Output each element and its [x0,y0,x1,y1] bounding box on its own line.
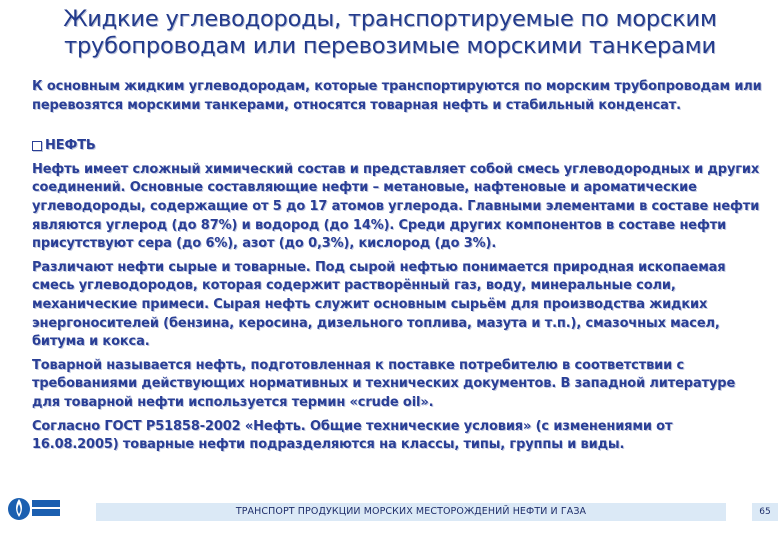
paragraph-crude-types: Различают нефти сырые и товарные. Под сырой нефтью понимается природная ископаемая смесь углеводородов, которая содержит растворённый газ, воду, минеральные соли, механические примеси. Сырая нефть служит основным сырьём для производства жидких энергоносителей (бензина, керосина, дизельного топлива, мазута и т.п.), смазочных масел, битума и кокса. [32,259,726,350]
gazprom-logo-icon [6,487,62,529]
intro-paragraph: К основным жидким углеводородам, которые транспортируются по морским трубопроводам или перевозятся морскими танкерами, относятся товарная нефть и стабильный конденсат. [32,79,762,113]
checkbox-bullet-icon [32,141,42,151]
slide-title: Жидкие углеводороды, транспортируемые по морским трубопроводам или перевозимые морскими танкерами [63,6,717,59]
paragraph-gost: Согласно ГОСТ Р51858-2002 «Нефть. Общие технические условия» (с изменениями от 16.08.2005) товарные нефти подразделяются на классы, типы, группы и виды. [32,418,673,453]
paragraph-composition: Нефть имеет сложный химический состав и представляет собой смесь углеводородных и других соединений. Основные составляющие нефти – метановые, нафтеновые и ароматические углеводороды, содержащие от 5 до 17 атомов углерода. Главными элементами в составе нефти являются углерод (до 87%) и водород (до 14%). Среди других компонентов в составе нефти присутствуют сера (до 6%), азот (до 0,3%), кислород (до 3%). [32,161,760,252]
footer-banner: ТРАНСПОРТ ПРОДУКЦИИ МОРСКИХ МЕСТОРОЖДЕНИЙ НЕФТИ И ГАЗА [96,503,726,521]
section-heading-row [32,137,762,156]
page-number: 65 [752,503,778,521]
section-heading: НЕФТЬ [45,138,96,154]
gazprom-logo [6,487,62,529]
paragraph-commercial-oil: Товарной называется нефть, подготовленная к поставке потребителю в соответствии с требованиями действующих нормативных и технических документов. В западной литературе для товарной нефти используется термин «crude oil». [32,357,736,410]
slide-body [32,78,762,455]
